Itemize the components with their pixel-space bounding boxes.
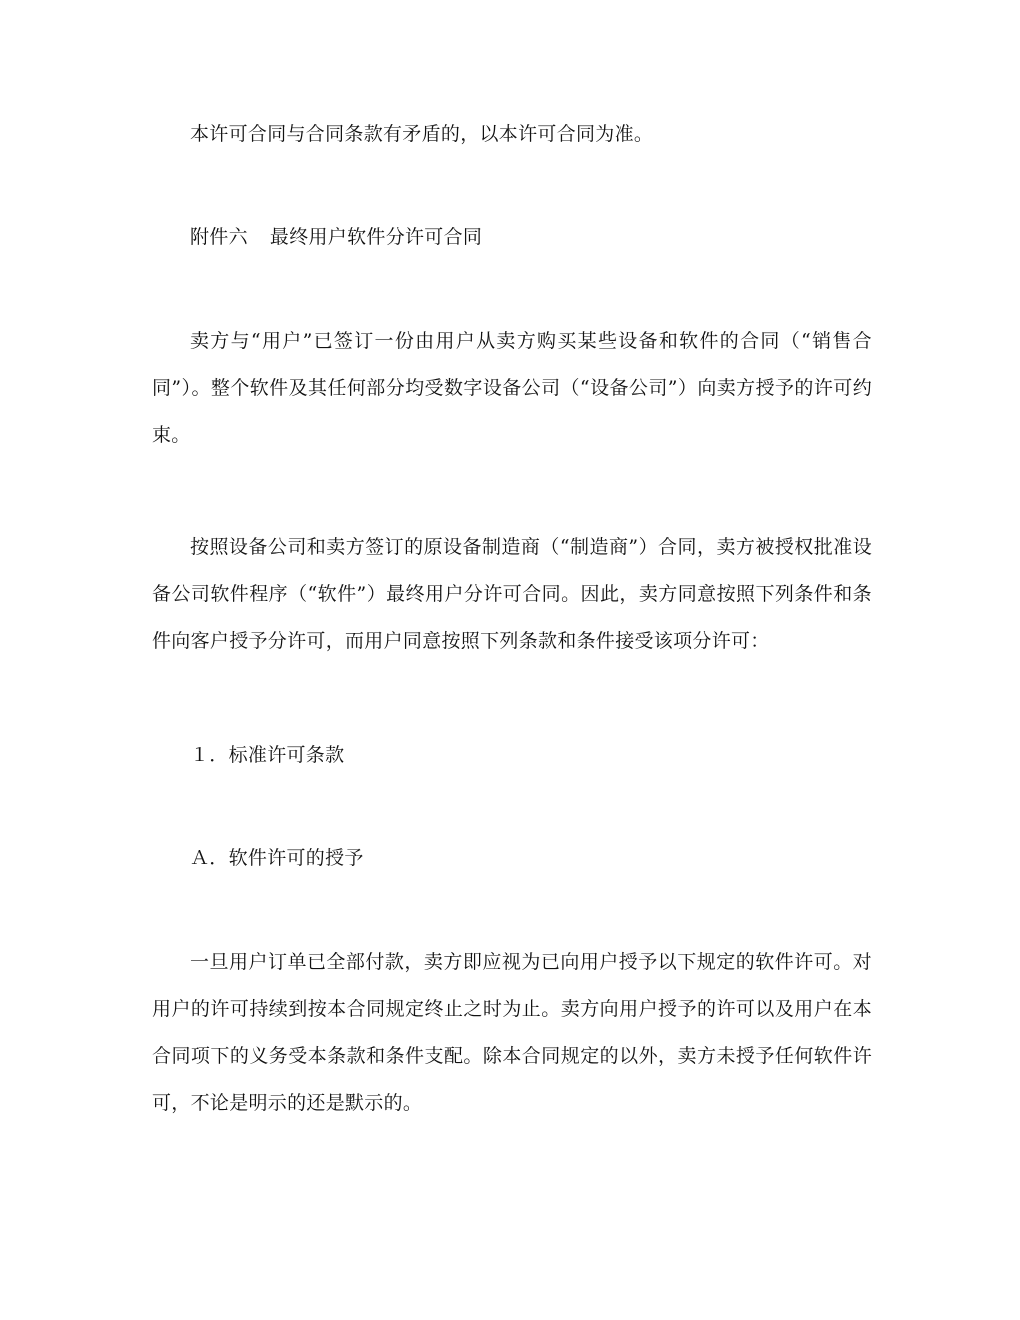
attachment-title: 最终用户软件分许可合同 bbox=[269, 226, 483, 248]
attachment-heading bbox=[190, 214, 482, 261]
attachment-label: 附件六 bbox=[190, 226, 248, 248]
section-heading-1: １．标准许可条款 bbox=[190, 744, 345, 766]
paragraph-license-grant: 一旦用户订单已全部付款，卖方即应视为已向用户授予以下规定的软件许可。对用户的许可持续到按本合同规定终止之时为止。卖方向用户授予的许可以及用户在本合同项下的义务受本条款和条件支配。除本合同规定的以外，卖方未授予任何软件许可，不论是明示的还是默示的。 bbox=[152, 951, 872, 1114]
paragraph-precedence: 本许可合同与合同条款有矛盾的，以本许可合同为准。 bbox=[190, 123, 654, 145]
section-heading-a: Ａ．软件许可的授予 bbox=[190, 847, 364, 869]
paragraph-oem-authorization: 按照设备公司和卖方签订的原设备制造商（“制造商”）合同，卖方被授权批准设备公司软件程序（“软件”）最终用户分许可合同。因此，卖方同意按照下列条件和条件向客户授予分许可，而用户同意按照下列条款和条件接受该项分许可： bbox=[152, 536, 872, 652]
paragraph-sales-contract: 卖方与“用户”已签订一份由用户从卖方购买某些设备和软件的合同（“销售合同”）。整个软件及其任何部分均受数字设备公司（“设备公司”）向卖方授予的许可约束。 bbox=[152, 330, 872, 446]
